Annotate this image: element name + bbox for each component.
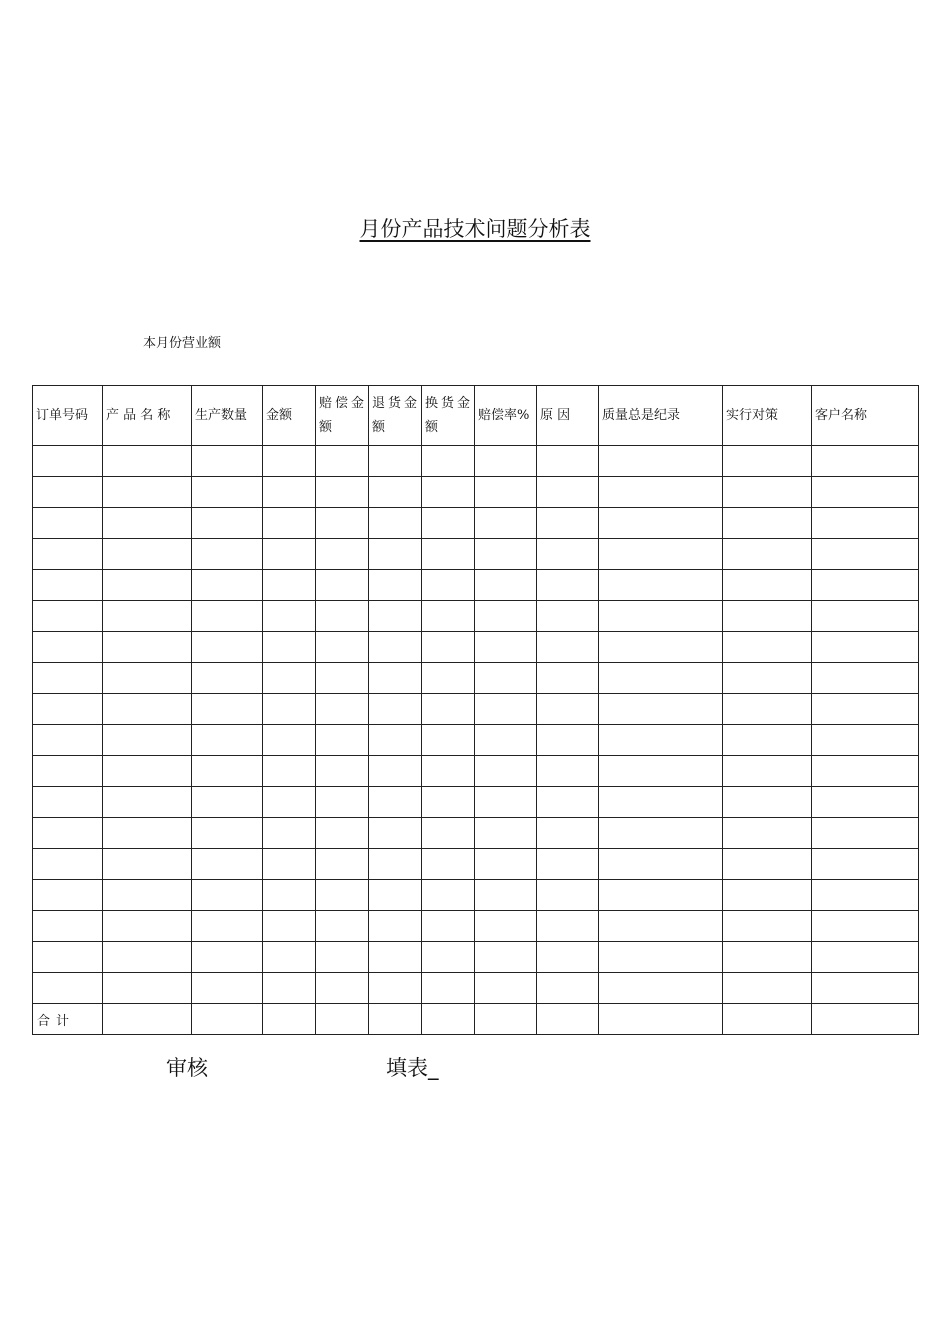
table-cell[interactable] xyxy=(103,601,192,632)
table-cell[interactable] xyxy=(475,663,537,694)
table-cell[interactable] xyxy=(812,663,919,694)
table-cell[interactable] xyxy=(103,663,192,694)
table-cell[interactable] xyxy=(723,911,812,942)
table-cell[interactable] xyxy=(475,539,537,570)
table-cell[interactable] xyxy=(263,632,316,663)
table-cell[interactable] xyxy=(263,973,316,1004)
table-cell[interactable] xyxy=(369,1004,422,1035)
table-cell[interactable] xyxy=(812,539,919,570)
table-row xyxy=(33,725,919,756)
table-cell[interactable] xyxy=(723,787,812,818)
table-cell[interactable] xyxy=(263,601,316,632)
table-row xyxy=(33,942,919,973)
header-countermeasure: 实行对策 xyxy=(723,386,812,446)
table-cell[interactable] xyxy=(369,942,422,973)
table-cell[interactable] xyxy=(316,756,369,787)
table-cell[interactable] xyxy=(723,756,812,787)
table-cell[interactable] xyxy=(723,663,812,694)
table-cell[interactable] xyxy=(812,694,919,725)
table-cell[interactable] xyxy=(537,756,599,787)
header-exchange-amount: 换货金额 xyxy=(422,386,475,446)
table-cell[interactable] xyxy=(369,601,422,632)
table-cell[interactable] xyxy=(475,1004,537,1035)
table-cell[interactable] xyxy=(599,539,723,570)
table-body xyxy=(33,446,919,1035)
table-cell[interactable] xyxy=(316,477,369,508)
table-cell[interactable] xyxy=(33,911,103,942)
table-cell[interactable] xyxy=(316,539,369,570)
table-cell[interactable] xyxy=(33,787,103,818)
table-cell[interactable] xyxy=(475,942,537,973)
table-row xyxy=(33,570,919,601)
table-cell[interactable] xyxy=(422,818,475,849)
table-cell[interactable] xyxy=(316,911,369,942)
table-cell[interactable] xyxy=(192,539,263,570)
table-cell[interactable] xyxy=(316,1004,369,1035)
table-row xyxy=(33,756,919,787)
table-cell[interactable] xyxy=(475,601,537,632)
table-cell[interactable] xyxy=(263,570,316,601)
table-cell[interactable] xyxy=(369,508,422,539)
table-cell[interactable] xyxy=(422,1004,475,1035)
table-cell[interactable] xyxy=(723,632,812,663)
table-cell[interactable] xyxy=(723,477,812,508)
header-compensation-amount: 赔偿金额 xyxy=(316,386,369,446)
table-cell[interactable] xyxy=(599,508,723,539)
table-cell[interactable] xyxy=(422,725,475,756)
table-cell[interactable] xyxy=(812,849,919,880)
table-cell[interactable] xyxy=(263,508,316,539)
table-cell[interactable] xyxy=(192,570,263,601)
monthly-revenue-label: 本月份营业额 xyxy=(143,336,222,351)
table-cell[interactable] xyxy=(723,725,812,756)
table-cell[interactable] xyxy=(369,632,422,663)
table-cell[interactable] xyxy=(422,446,475,477)
header-quality-record: 质量总是纪录 xyxy=(599,386,723,446)
table-cell[interactable] xyxy=(33,849,103,880)
table-cell[interactable] xyxy=(537,508,599,539)
table-cell[interactable] xyxy=(599,849,723,880)
table-cell[interactable] xyxy=(599,911,723,942)
table-cell[interactable] xyxy=(537,601,599,632)
table-cell[interactable] xyxy=(723,1004,812,1035)
table-cell[interactable] xyxy=(316,601,369,632)
table-cell[interactable] xyxy=(537,539,599,570)
table-cell[interactable] xyxy=(422,694,475,725)
table-cell[interactable] xyxy=(599,477,723,508)
table-cell[interactable] xyxy=(599,756,723,787)
table-cell[interactable] xyxy=(263,818,316,849)
table-cell[interactable] xyxy=(369,973,422,1004)
table-row xyxy=(33,973,919,1004)
table-cell[interactable] xyxy=(33,477,103,508)
table-cell[interactable] xyxy=(192,508,263,539)
table-cell[interactable] xyxy=(475,446,537,477)
table-cell[interactable] xyxy=(316,942,369,973)
table-cell[interactable] xyxy=(103,446,192,477)
table-row xyxy=(33,694,919,725)
table-cell[interactable] xyxy=(192,694,263,725)
table-cell[interactable] xyxy=(537,725,599,756)
table-cell[interactable] xyxy=(316,880,369,911)
table-cell[interactable] xyxy=(422,911,475,942)
table-cell[interactable] xyxy=(422,632,475,663)
header-amount: 金额 xyxy=(263,386,316,446)
table-cell[interactable] xyxy=(723,849,812,880)
table-cell[interactable] xyxy=(812,1004,919,1035)
table-cell[interactable] xyxy=(192,880,263,911)
table-cell[interactable] xyxy=(33,663,103,694)
table-cell[interactable] xyxy=(475,787,537,818)
table-cell[interactable] xyxy=(599,818,723,849)
table-cell[interactable] xyxy=(475,818,537,849)
table-cell[interactable] xyxy=(812,787,919,818)
table-header-row xyxy=(33,386,919,446)
table-cell[interactable] xyxy=(537,694,599,725)
table-cell[interactable] xyxy=(369,911,422,942)
table-cell[interactable] xyxy=(422,787,475,818)
table-cell[interactable] xyxy=(192,849,263,880)
table-cell[interactable] xyxy=(316,446,369,477)
table-cell[interactable] xyxy=(263,663,316,694)
table-cell[interactable] xyxy=(475,756,537,787)
table-cell[interactable] xyxy=(316,973,369,1004)
table-cell[interactable] xyxy=(263,1004,316,1035)
table-cell[interactable] xyxy=(537,973,599,1004)
table-cell[interactable] xyxy=(192,601,263,632)
table-cell[interactable] xyxy=(422,880,475,911)
table-cell[interactable] xyxy=(369,539,422,570)
total-label: 合计 xyxy=(33,1004,103,1035)
table-cell[interactable] xyxy=(192,973,263,1004)
table-cell[interactable] xyxy=(369,756,422,787)
table-cell[interactable] xyxy=(599,787,723,818)
table-cell[interactable] xyxy=(723,539,812,570)
table-cell[interactable] xyxy=(599,663,723,694)
table-cell[interactable] xyxy=(723,508,812,539)
table-cell[interactable] xyxy=(812,942,919,973)
table-cell[interactable] xyxy=(103,1004,192,1035)
table-cell[interactable] xyxy=(537,787,599,818)
table-cell[interactable] xyxy=(316,818,369,849)
table-cell[interactable] xyxy=(316,508,369,539)
table-cell[interactable] xyxy=(316,849,369,880)
table-cell[interactable] xyxy=(33,632,103,663)
table-cell[interactable] xyxy=(422,508,475,539)
table-cell[interactable] xyxy=(475,632,537,663)
table-row xyxy=(33,911,919,942)
table-cell[interactable] xyxy=(599,973,723,1004)
table-cell[interactable] xyxy=(369,694,422,725)
table-cell[interactable] xyxy=(369,663,422,694)
table-cell[interactable] xyxy=(812,880,919,911)
table-cell[interactable] xyxy=(33,725,103,756)
table-cell[interactable] xyxy=(422,942,475,973)
table-cell[interactable] xyxy=(599,601,723,632)
table-cell[interactable] xyxy=(599,1004,723,1035)
table-cell[interactable] xyxy=(192,911,263,942)
table-cell[interactable] xyxy=(263,880,316,911)
table-cell[interactable] xyxy=(263,849,316,880)
table-cell[interactable] xyxy=(103,756,192,787)
table-cell[interactable] xyxy=(33,973,103,1004)
table-cell[interactable] xyxy=(537,818,599,849)
table-cell[interactable] xyxy=(103,818,192,849)
table-cell[interactable] xyxy=(422,539,475,570)
table-cell[interactable] xyxy=(192,663,263,694)
table-cell[interactable] xyxy=(723,973,812,1004)
header-compensation-rate: 赔偿率% xyxy=(475,386,537,446)
table-cell[interactable] xyxy=(599,942,723,973)
table-row xyxy=(33,508,919,539)
table-row xyxy=(33,849,919,880)
table-cell[interactable] xyxy=(192,756,263,787)
table-cell[interactable] xyxy=(369,725,422,756)
table-cell[interactable] xyxy=(537,942,599,973)
table-cell[interactable] xyxy=(103,787,192,818)
table-cell[interactable] xyxy=(475,508,537,539)
table-cell[interactable] xyxy=(33,880,103,911)
table-cell[interactable] xyxy=(192,787,263,818)
total-row xyxy=(33,1004,919,1035)
header-production-quantity: 生产数量 xyxy=(192,386,263,446)
table-cell[interactable] xyxy=(316,663,369,694)
table-cell[interactable] xyxy=(33,446,103,477)
table-cell[interactable] xyxy=(812,446,919,477)
header-product-name: 产 品 名 称 xyxy=(103,386,192,446)
table-cell[interactable] xyxy=(812,973,919,1004)
table-cell[interactable] xyxy=(192,818,263,849)
table-cell[interactable] xyxy=(599,725,723,756)
table-cell[interactable] xyxy=(103,725,192,756)
table-cell[interactable] xyxy=(369,818,422,849)
table-cell[interactable] xyxy=(422,973,475,1004)
table-cell[interactable] xyxy=(103,849,192,880)
table-cell[interactable] xyxy=(723,570,812,601)
table-cell[interactable] xyxy=(33,694,103,725)
table-cell[interactable] xyxy=(33,508,103,539)
table-cell[interactable] xyxy=(263,942,316,973)
header-return-amount: 退货金额 xyxy=(369,386,422,446)
table-row xyxy=(33,663,919,694)
table-cell[interactable] xyxy=(723,446,812,477)
table-row xyxy=(33,787,919,818)
table-cell[interactable] xyxy=(33,756,103,787)
table-cell[interactable] xyxy=(475,570,537,601)
table-row xyxy=(33,632,919,663)
table-cell[interactable] xyxy=(723,694,812,725)
table-cell[interactable] xyxy=(812,818,919,849)
table-cell[interactable] xyxy=(422,756,475,787)
table-row xyxy=(33,601,919,632)
table-row xyxy=(33,539,919,570)
table-cell[interactable] xyxy=(537,446,599,477)
table-cell[interactable] xyxy=(316,632,369,663)
table-cell[interactable] xyxy=(369,570,422,601)
table-cell[interactable] xyxy=(723,880,812,911)
table-cell[interactable] xyxy=(103,632,192,663)
table-cell[interactable] xyxy=(812,508,919,539)
header-reason: 原 因 xyxy=(537,386,599,446)
table-cell[interactable] xyxy=(192,477,263,508)
table-cell[interactable] xyxy=(537,663,599,694)
table-cell[interactable] xyxy=(812,632,919,663)
table-cell[interactable] xyxy=(263,787,316,818)
table-cell[interactable] xyxy=(537,477,599,508)
table-cell[interactable] xyxy=(812,725,919,756)
table-cell[interactable] xyxy=(369,849,422,880)
table-cell[interactable] xyxy=(475,477,537,508)
table-cell[interactable] xyxy=(812,756,919,787)
table-cell[interactable] xyxy=(192,1004,263,1035)
analysis-table xyxy=(32,385,919,1035)
table-cell[interactable] xyxy=(316,694,369,725)
table-cell[interactable] xyxy=(103,942,192,973)
table-cell[interactable] xyxy=(475,694,537,725)
table-cell[interactable] xyxy=(537,880,599,911)
table-cell[interactable] xyxy=(192,446,263,477)
table-cell[interactable] xyxy=(599,694,723,725)
table-cell[interactable] xyxy=(599,880,723,911)
table-cell[interactable] xyxy=(537,849,599,880)
table-cell[interactable] xyxy=(537,1004,599,1035)
table-row xyxy=(33,818,919,849)
table-cell[interactable] xyxy=(723,601,812,632)
table-cell[interactable] xyxy=(475,880,537,911)
table-cell[interactable] xyxy=(263,911,316,942)
table-cell[interactable] xyxy=(263,477,316,508)
table-cell[interactable] xyxy=(422,477,475,508)
table-cell[interactable] xyxy=(812,570,919,601)
table-cell[interactable] xyxy=(422,570,475,601)
page-title xyxy=(0,214,950,244)
table-cell[interactable] xyxy=(537,570,599,601)
table-cell[interactable] xyxy=(103,570,192,601)
table-row xyxy=(33,446,919,477)
table-cell[interactable] xyxy=(422,849,475,880)
preparer-label: 填表_ xyxy=(386,1056,439,1080)
table-cell[interactable] xyxy=(33,570,103,601)
table-cell[interactable] xyxy=(192,725,263,756)
table-cell[interactable] xyxy=(33,539,103,570)
table-cell[interactable] xyxy=(103,911,192,942)
table-cell[interactable] xyxy=(103,508,192,539)
table-cell[interactable] xyxy=(263,756,316,787)
table-cell[interactable] xyxy=(263,446,316,477)
reviewer-label: 审核 xyxy=(166,1056,208,1080)
header-order-number: 订单号码 xyxy=(33,386,103,446)
table-row xyxy=(33,477,919,508)
table-cell[interactable] xyxy=(192,632,263,663)
table-cell[interactable] xyxy=(33,818,103,849)
table-cell[interactable] xyxy=(537,911,599,942)
table-cell[interactable] xyxy=(192,942,263,973)
table-cell[interactable] xyxy=(369,880,422,911)
table-cell[interactable] xyxy=(599,570,723,601)
table-cell[interactable] xyxy=(422,601,475,632)
table-cell[interactable] xyxy=(599,632,723,663)
table-cell[interactable] xyxy=(263,539,316,570)
table-cell[interactable] xyxy=(103,539,192,570)
header-customer-name: 客户名称 xyxy=(812,386,919,446)
table-cell[interactable] xyxy=(103,477,192,508)
page-title-text: 月份产品技术问题分析表 xyxy=(359,217,591,241)
table-cell[interactable] xyxy=(369,477,422,508)
table-cell[interactable] xyxy=(599,446,723,477)
table-cell[interactable] xyxy=(103,880,192,911)
table-cell[interactable] xyxy=(369,446,422,477)
table-cell[interactable] xyxy=(723,942,812,973)
table-cell[interactable] xyxy=(316,787,369,818)
table-cell[interactable] xyxy=(537,632,599,663)
table-cell[interactable] xyxy=(475,725,537,756)
table-cell[interactable] xyxy=(33,942,103,973)
table-cell[interactable] xyxy=(369,787,422,818)
table-cell[interactable] xyxy=(812,601,919,632)
table-cell[interactable] xyxy=(475,849,537,880)
table-cell[interactable] xyxy=(103,694,192,725)
table-cell[interactable] xyxy=(103,973,192,1004)
table-cell[interactable] xyxy=(422,663,475,694)
table-cell[interactable] xyxy=(263,694,316,725)
table-cell[interactable] xyxy=(812,911,919,942)
table-cell[interactable] xyxy=(475,973,537,1004)
table-cell[interactable] xyxy=(316,570,369,601)
table-cell[interactable] xyxy=(723,818,812,849)
table-cell[interactable] xyxy=(263,725,316,756)
table-cell[interactable] xyxy=(812,477,919,508)
table-cell[interactable] xyxy=(316,725,369,756)
table-row xyxy=(33,880,919,911)
table-cell[interactable] xyxy=(33,601,103,632)
table-cell[interactable] xyxy=(475,911,537,942)
